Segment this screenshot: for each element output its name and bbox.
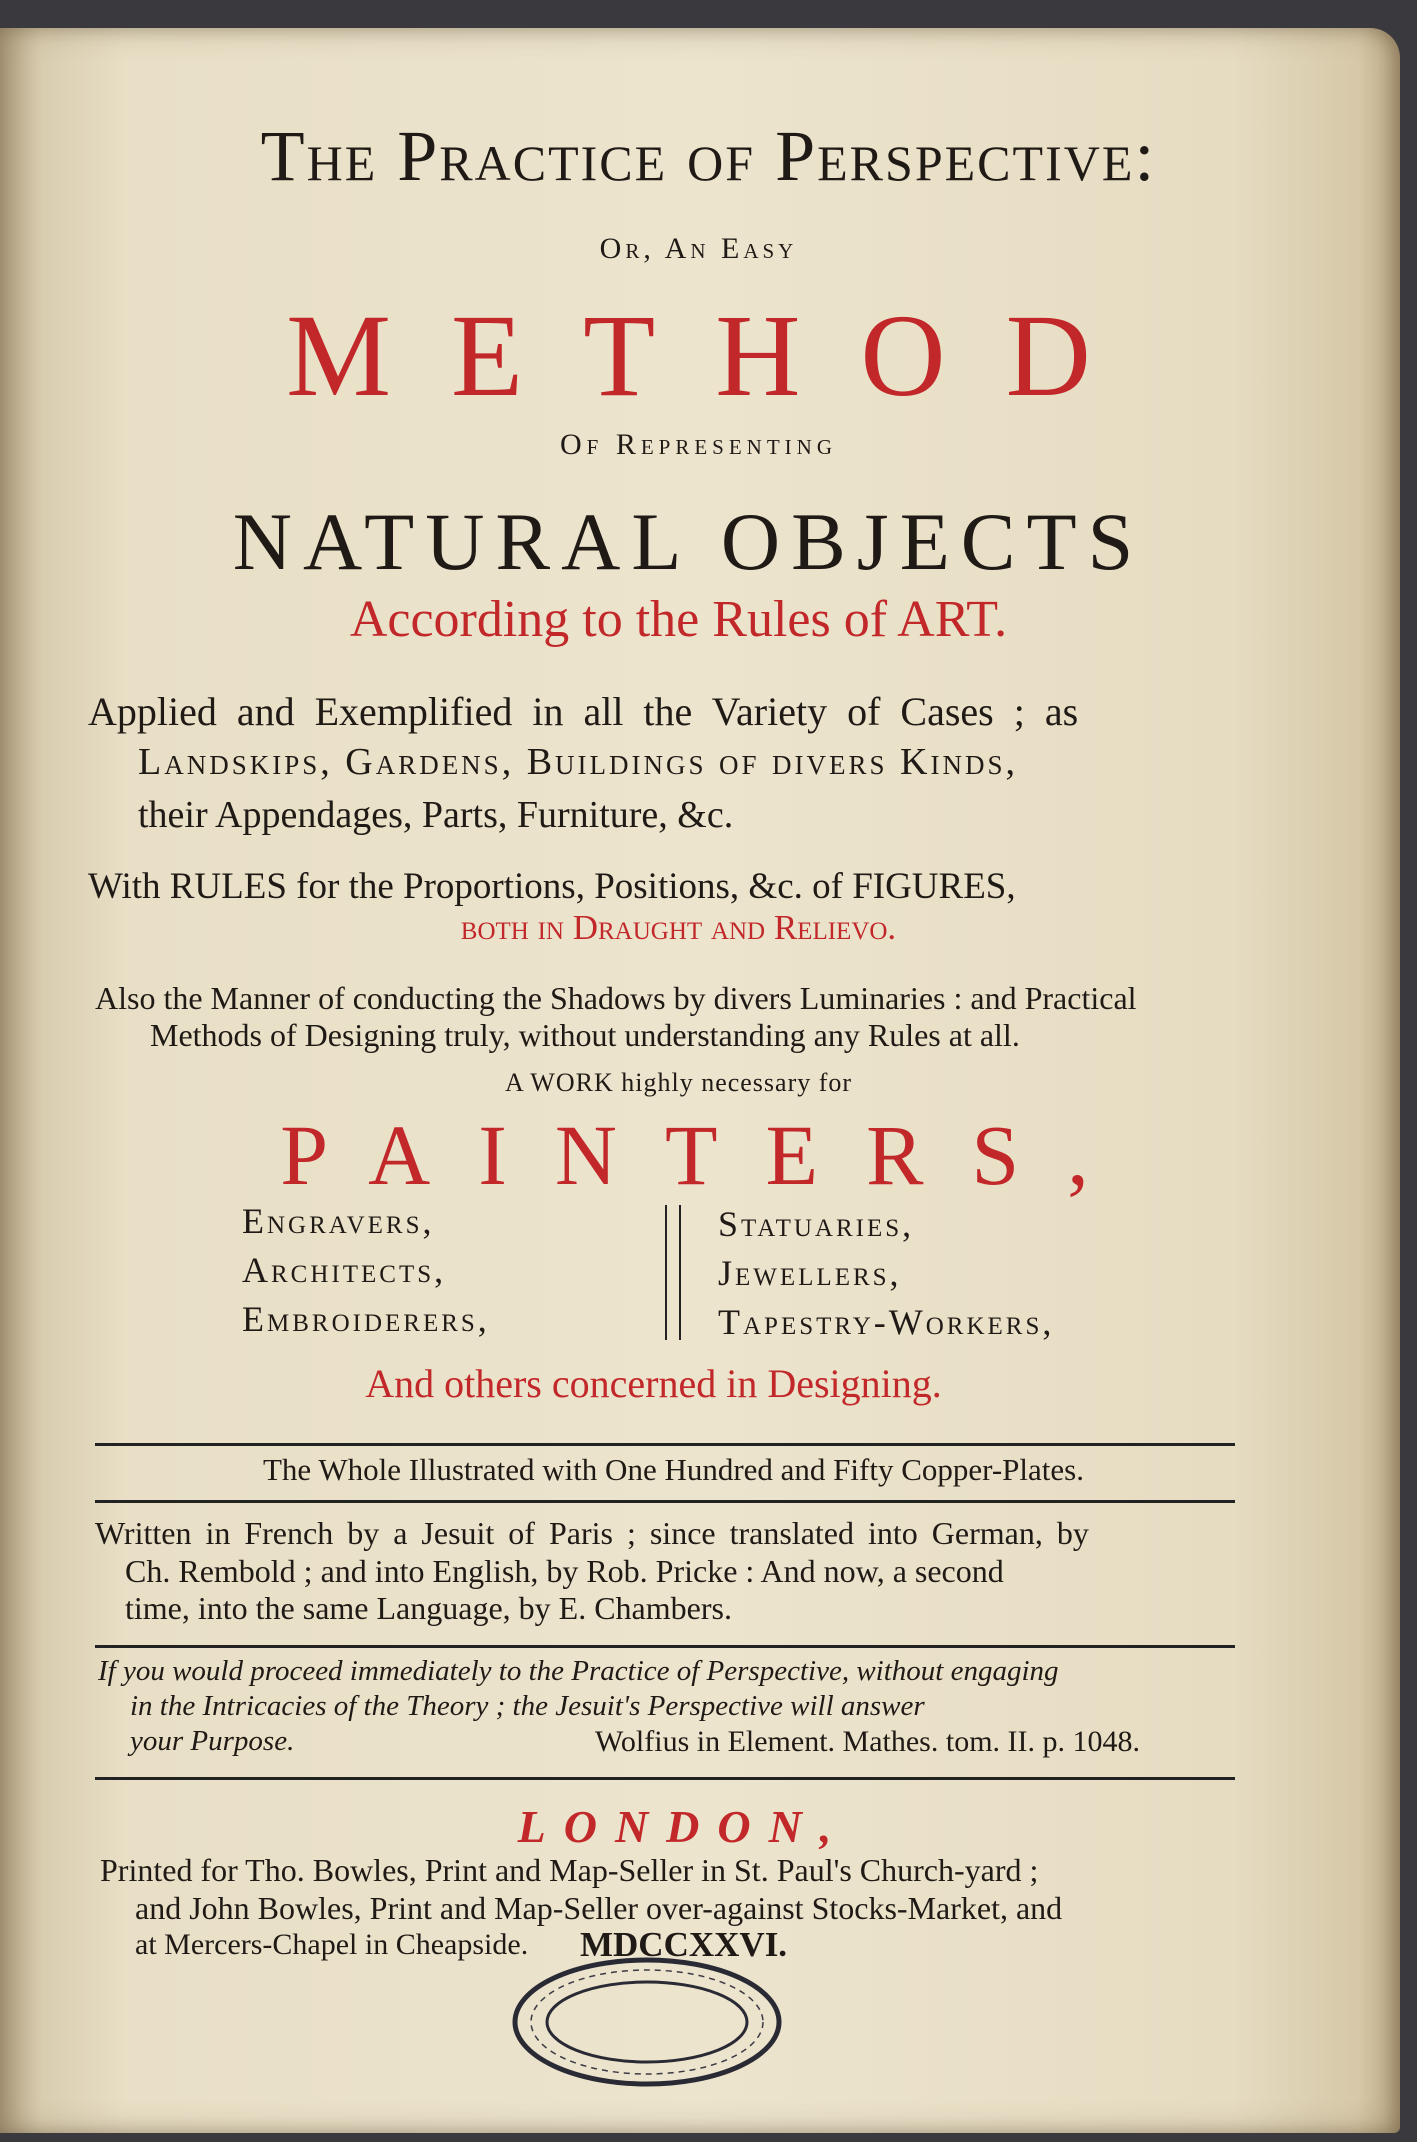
printed-line-3: at Mercers-Chapel in Cheapside.	[135, 1928, 529, 1961]
book-title: The Practice of Perspective:	[260, 116, 1157, 196]
written-line-3: time, into the same Language, by E. Chambers.	[125, 1590, 732, 1626]
of-representing: Of Representing	[559, 428, 838, 461]
trade-right-3: Tapestry-Workers,	[718, 1302, 1055, 1342]
trade-left-2: Architects,	[242, 1250, 447, 1290]
proceed-line-2: in the Intricacies of the Theory ; the Jesuit's Perspective will answer	[130, 1690, 925, 1722]
also-line-1: Also the Manner of conducting the Shadows by divers Luminaries : and Practical	[95, 980, 1137, 1016]
according-line: According to the Rules of ART.	[349, 591, 1008, 648]
divider-2	[95, 1500, 1235, 1503]
trade-left-1: Engravers,	[242, 1201, 435, 1241]
proceed-line-3: your Purpose.	[130, 1725, 295, 1757]
natural-objects: NATURAL OBJECTS	[232, 496, 1145, 587]
column-divider-left	[665, 1205, 667, 1340]
proceed-line-1: If you would proceed immediately to the Practice of Perspective, without engaging	[98, 1655, 1059, 1687]
applied-line-2: Landskips, Gardens, Buildings of divers Kinds,	[138, 741, 1018, 783]
also-line-2: Methods of Designing truly, without understanding any Rules at all.	[150, 1017, 1020, 1053]
wolfius-citation: Wolfius in Element. Mathes. tom. II. p. 1048.	[595, 1725, 1141, 1758]
library-stamp-icon	[505, 1950, 790, 2095]
divider-3	[95, 1645, 1235, 1648]
printed-line-1: Printed for Tho. Bowles, Print and Map-Seller in St. Paul's Church-yard ;	[100, 1852, 1039, 1888]
divider-4	[95, 1777, 1235, 1780]
trade-right-2: Jewellers,	[718, 1253, 902, 1293]
applied-line-3: their Appendages, Parts, Furniture, &c.	[138, 794, 734, 836]
printed-line-2: and John Bowles, Print and Map-Seller over-against Stocks-Market, and	[135, 1890, 1063, 1926]
painters-heading: PAINTERS,	[280, 1107, 1137, 1203]
with-rules-line-2: both in Draught and Relievo.	[460, 908, 897, 947]
written-line-1: Written in French by a Jesuit of Paris ; since translated into German, by	[95, 1515, 1089, 1551]
imprint-year: MDCCXXVI.	[580, 1925, 788, 1964]
written-line-2: Ch. Rembold ; and into English, by Rob. Pricke : And now, a second	[125, 1553, 1004, 1589]
a-work-line: A WORK highly necessary for	[504, 1068, 853, 1097]
with-rules-line-1: With RULES for the Proportions, Positions, &c. of FIGURES,	[88, 866, 1016, 907]
illustrated-line: The Whole Illustrated with One Hundred and Fifty Copper-Plates.	[263, 1452, 1084, 1487]
divider-1	[95, 1443, 1235, 1446]
method-heading: METHOD	[286, 290, 1151, 421]
applied-line-1: Applied and Exemplified in all the Variety of Cases ; as	[88, 689, 1079, 734]
subtitle-or: Or, An Easy	[599, 232, 798, 265]
and-others-line: And others concerned in Designing.	[365, 1361, 942, 1406]
london-heading: LONDON,	[517, 1801, 850, 1852]
trade-right-1: Statuaries,	[718, 1204, 915, 1244]
trade-left-3: Embroiderers,	[242, 1299, 490, 1339]
column-divider-right	[679, 1205, 681, 1340]
